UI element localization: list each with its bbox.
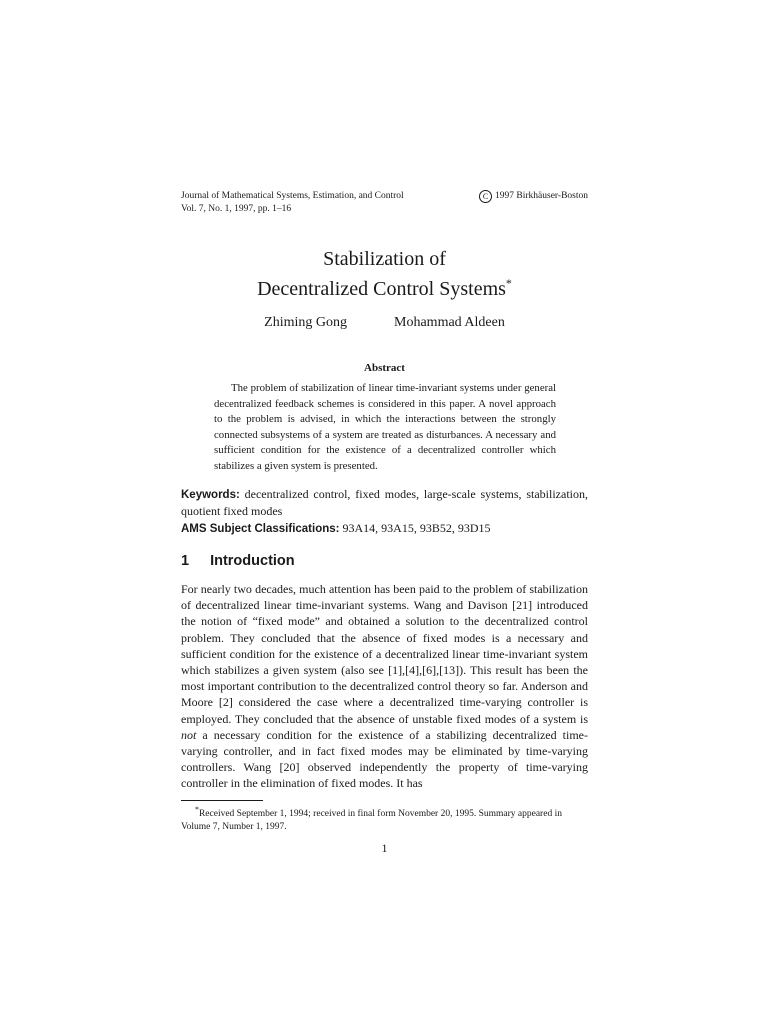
section-heading [181,553,588,569]
footnote-rule [181,800,263,801]
journal-name: Journal of Mathematical Systems, Estimation, and Control [181,191,404,201]
page-number: 1 [381,841,388,855]
abstract-heading: Abstract [364,362,405,374]
section-number: 1 [181,553,190,569]
author-list [181,315,588,331]
copyright-text: 1997 Birkhäuser-Boston [495,191,588,201]
journal-header-row [181,190,588,203]
journal-volume: Vol. 7, No. 1, 1997, pp. 1–16 [181,204,292,214]
intro-emphasis: not [181,727,197,742]
journal-header [181,190,588,216]
section-title: Introduction [210,553,295,569]
title-line-1: Stabilization of [323,248,446,270]
author-name: Zhiming Gong [264,315,348,330]
footnote [181,803,588,834]
footnote-text: Received September 1, 1994; received in final form November 20, 1995. Summary appeared in Volume 7, Number 1, 1997. [181,809,562,833]
paper-title [181,244,588,304]
ams-label: AMS Subject Classifications: [181,523,340,535]
abstract-text: The problem of stabilization of linear time-invariant systems under general decentralized feedback schemes is considered in this paper. A novel approach to the problem is advised, in which the interactions between the strongly connected subsystems of a system are treated as disturbances. A necessary and sufficient condition for the existence of a decentralized controller which stabilizes a given system is presented. [214,382,556,472]
footnote-mark: * [195,805,199,814]
keywords-text: decentralized control, fixed modes, large-scale systems, stabilization, quotient fixed modes [181,487,588,518]
intro-text-part-1: For nearly two decades, much attention has been paid to the problem of stabilization of decentralized linear time-invariant systems. Wang and Davison [21] introduced the notion of “fixed mode” and obtained a solution to the decentralized control problem. They concluded that the absence of fixed modes is a necessary and sufficient condition for the existence of a decentralized linear time-invariant system which stabilizes a given system (also see [1],[4],[6],[13]). This result has been the most important contribution to the decentralized control theory so far. Anderson and Moore [2] considered the case where a decentralized time-varying controller is employed. They concluded that the absence of unstable fixed modes of a system is [181,582,588,726]
copyright-icon: C [479,190,492,203]
ams-classifications [181,520,588,537]
intro-text-part-2: a necessary condition for the existence of a stabilizing decentralized time-varying controller, and in fact fixed modes may be eliminated by time-varying controllers. Wang [20] observed independently the property of time-varying controller in the elimination of fixed modes. It has [181,727,588,791]
keywords-label: Keywords: [181,489,240,501]
author-name: Mohammad Aldeen [394,315,505,330]
title-line-2-text: Decentralized Control Systems [257,278,506,300]
copyright-notice [479,190,588,203]
title-line-2 [181,274,588,304]
keywords [181,486,588,519]
title-footnote-mark: * [505,276,512,290]
ams-text: 93A14, 93A15, 93B52, 93D15 [342,521,491,535]
introduction-paragraph [181,581,588,792]
